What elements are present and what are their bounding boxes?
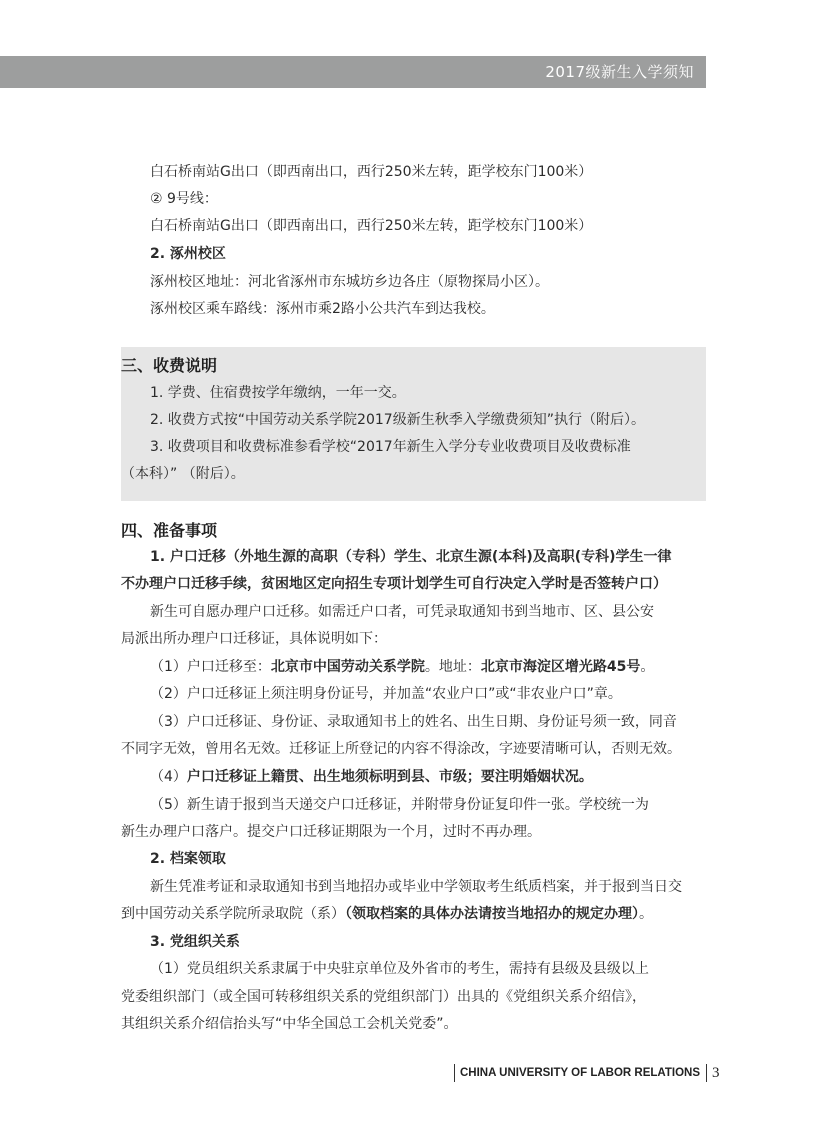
- page-header-title: 2017级新生入学须知: [545, 63, 694, 81]
- archive-line-1: 新生凭准考证和录取通知书到当地招办或毕业中学领取考生纸质档案，并于报到当日交: [150, 879, 682, 895]
- fees-item-3-line-2: （本科）” （附后）。: [121, 466, 245, 482]
- fees-item-2: 2. 收费方式按“中国劳动关系学院2017级新生秋季入学缴费须知”执行（附后）。: [150, 412, 645, 428]
- footer-university-name: CHINA UNIVERSITY OF LABOR RELATIONS: [460, 1066, 701, 1079]
- fees-item-1: 1. 学费、住宿费按学年缴纳，一年一交。: [150, 385, 406, 401]
- header-bar: [0, 56, 706, 88]
- archive-line-2-prefix: 到中国劳动关系学院所录取院（系）: [121, 906, 345, 922]
- household-item-1: [150, 658, 654, 676]
- transit-line-1: 白石桥南站G出口（即西南出口，西行250米左转，距学校东门100米）: [150, 164, 593, 180]
- party-line-3: 其组织关系介绍信抬头写“中华全国总工会机关党委”。: [121, 1016, 458, 1032]
- subway-line-9-label: ② 9号线：: [150, 191, 218, 207]
- household-item-1-mid: 。地址：: [424, 659, 481, 675]
- household-item-5-line-1: （5）新生请于报到当天递交户口迁移证，并附带身份证复印件一张。学校统一为: [150, 797, 649, 813]
- page-footer: [454, 1062, 720, 1082]
- party-heading: 3. 党组织关系: [150, 934, 240, 950]
- zhuozhou-campus-heading: 2. 涿州校区: [150, 246, 226, 262]
- household-item-1-end: 。: [640, 659, 655, 675]
- archive-heading: 2. 档案领取: [150, 851, 226, 867]
- household-item-3-line-2: 不同字无效，曾用名无效。迁移证上所登记的内容不得涂改，字迹要清晰可认，否则无效。: [121, 741, 681, 757]
- household-item-5-line-2: 新生办理户口落户。提交户口迁移证期限为一个月，过时不再办理。: [121, 824, 541, 840]
- household-transfer-title-line-1: 1. 户口迁移（外地生源的高职（专科）学生、北京生源(本科)及高职(专科)学生一律: [150, 549, 672, 565]
- transit-line-2: 白石桥南站G出口（即西南出口，西行250米左转，距学校东门100米）: [150, 218, 593, 234]
- prep-heading: 四、准备事项: [121, 521, 218, 540]
- household-transfer-title-line-2: 不办理户口迁移手续，贫困地区定向招生专项计划学生可自行决定入学时是否签转户口）: [121, 576, 667, 592]
- fees-heading: 三、收费说明: [121, 356, 218, 375]
- household-item-1-prefix: （1）户口迁移至：: [150, 659, 271, 675]
- archive-line-2-end: 。: [639, 906, 653, 922]
- household-item-4: [150, 768, 593, 786]
- party-line-2: 党委组织部门（或全国可转移组织关系的党组织部门）出具的《党组织关系介绍信》，: [121, 989, 646, 1005]
- household-item-4-prefix: （4）: [150, 769, 187, 785]
- household-item-4-bold: 户口迁移证上籍贯、出生地须标明到县、市级；要注明婚姻状况。: [186, 769, 593, 785]
- party-line-1: （1）党员组织关系隶属于中央驻京单位及外省市的考生，需持有县级及县级以上: [150, 961, 649, 977]
- household-item-3-line-1: （3）户口迁移证、身份证、录取通知书上的姓名、出生日期、身份证号须一致，同音: [150, 714, 677, 730]
- zhuozhou-route: 涿州校区乘车路线：涿州市乘2路小公共汽车到达我校。: [150, 301, 495, 317]
- household-item-2: （2）户口迁移证上须注明身份证号，并加盖“农业户口”或“非农业户口”章。: [150, 686, 622, 702]
- fees-item-3-line-1: 3. 收费项目和收费标准参看学校“2017年新生入学分专业收费项目及收费标准: [150, 439, 631, 455]
- household-intro-line-2: 局派出所办理户口迁移证，具体说明如下：: [121, 631, 387, 647]
- zhuozhou-address: 涿州校区地址：河北省涿州市东城坊乡边各庄（原物探局小区）。: [150, 274, 549, 290]
- school-name: 北京市中国劳动关系学院: [270, 659, 425, 675]
- school-address: 北京市海淀区增光路45号: [480, 659, 641, 675]
- archive-line-2: [121, 905, 653, 923]
- archive-line-2-bold: （领取档案的具体办法请按当地招办的规定办理）: [345, 906, 639, 922]
- page-number: 3: [712, 1064, 720, 1081]
- household-intro-line-1: 新生可自愿办理户口迁移。如需迁户口者，可凭录取通知书到当地市、区、县公安: [150, 604, 654, 620]
